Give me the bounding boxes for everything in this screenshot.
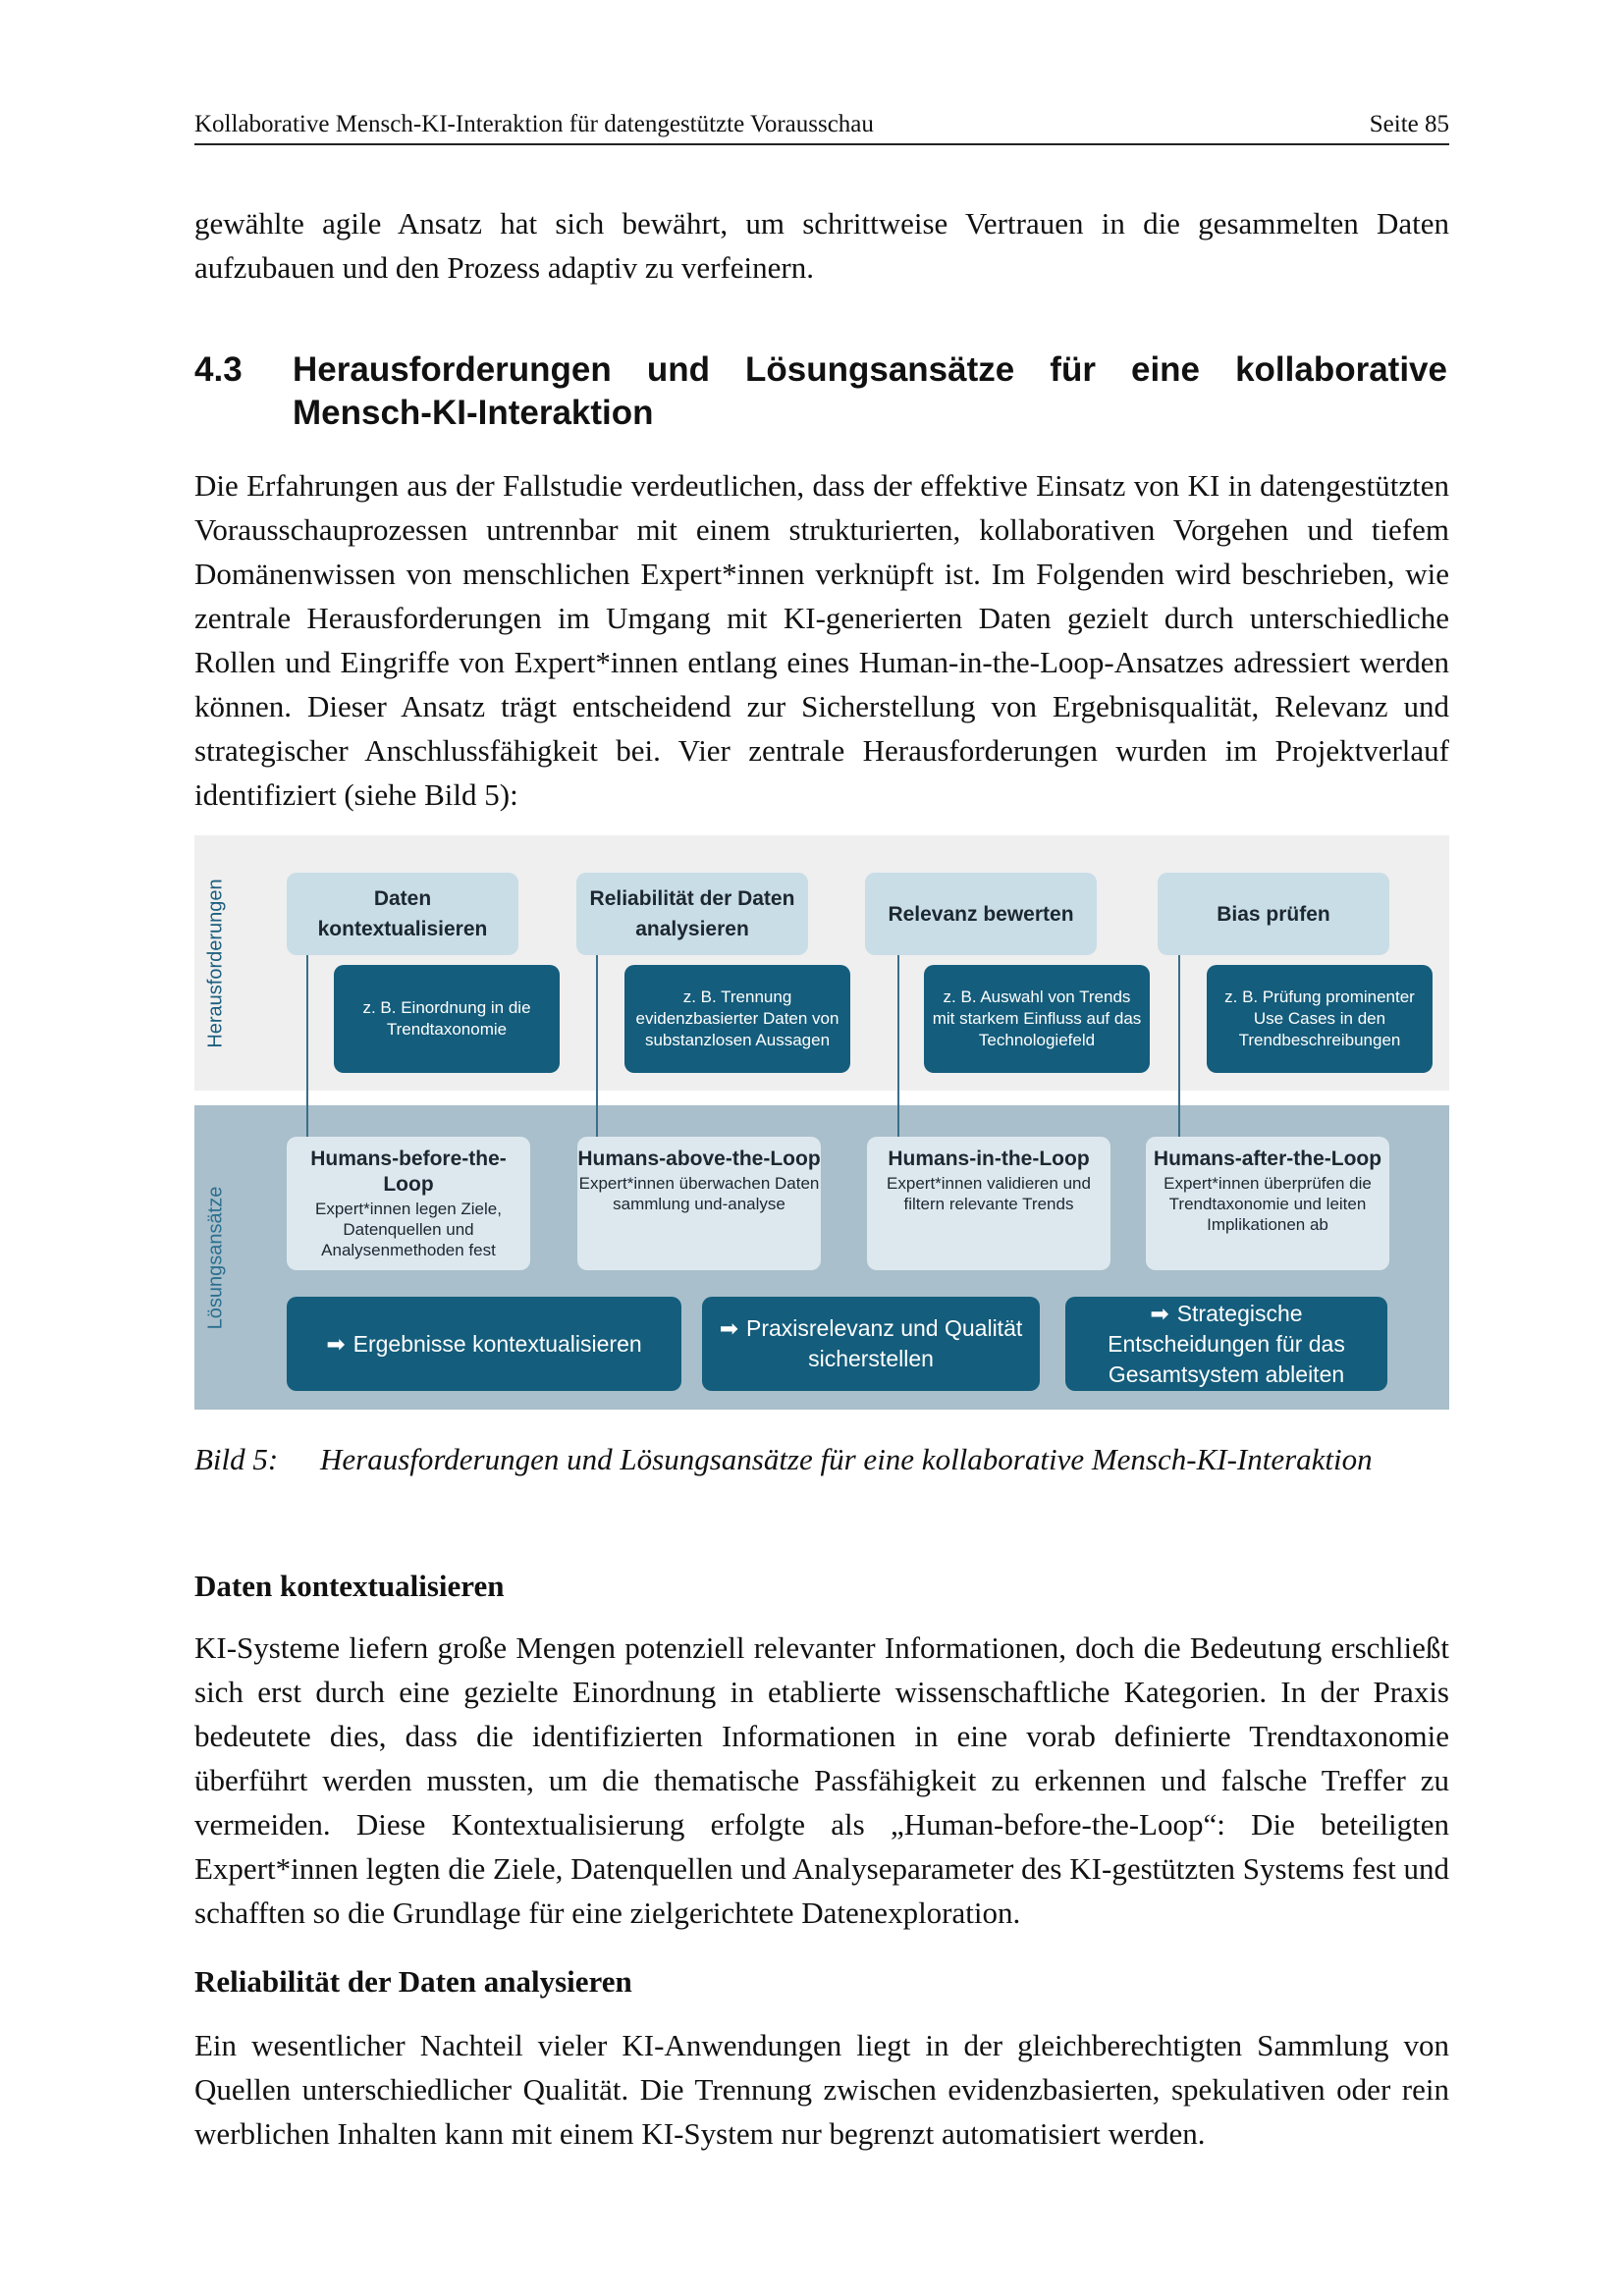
running-header [194,110,1449,145]
approach-box [867,1137,1110,1270]
caption-label: Bild 5: [194,1442,279,1476]
right-arrow-icon: ➡ [1150,1300,1169,1326]
section-paragraph: Die Erfahrungen aus der Fallstudie verdeutlichen, dass der effektive Einsatz von KI in datengestützten Vorausschauprozessen untrennbar mit einem strukturierten, kollaborativen Vorgehen und tiefem Domänenwissen von menschlichen Expert*innen verknüpft ist. Im Folgenden wird beschrieben, wie zentrale Herausforderungen im Umgang mit KI-generierten Daten gezielt durch unterschiedliche Rollen und Eingriffe von Expert*innen entlang eines Human-in-the-Loop-Ansatzes adressiert werden können. Dieser Ansatz trägt entscheidend zur Sicherstellung von Ergebnisqualität, Relevanz und strategischer Anschlussfähigkeit bei. Vier zentrale Herausforderungen wurden im Projektverlauf identifiziert (siehe Bild 5): [194,468,1449,812]
right-arrow-icon: ➡ [719,1315,738,1341]
section-number: 4.3 [194,350,243,389]
approaches-label: Lösungsansätze [204,1186,227,1329]
header-title: Kollaborative Mensch-KI-Interaktion für datengestützte Vorausschau [194,111,874,137]
example-box: z. B. Auswahl von Trends mit starkem Einfluss auf das Technologiefeld [924,965,1150,1073]
approach-box [287,1137,530,1270]
approach-box [1146,1137,1389,1270]
section-title: Herausforderungen und Lösungsansätze für eine kollaborative Mensch-KI-Interaktion [293,350,1447,432]
result-box [1065,1297,1387,1391]
example-box: z. B. Prüfung prominenter Use Cases in den Trendbeschreibungen [1207,965,1433,1073]
page-number: Seite 85 [1369,111,1449,137]
right-arrow-icon: ➡ [326,1330,346,1357]
intro-paragraph: gewählte agile Ansatz hat sich bewährt, um schrittweise Vertrauen in die gesammelten Daten aufzubauen und den Prozess adaptiv zu verfeinern. [194,206,1449,285]
challenge-box: Bias prüfen [1158,873,1389,955]
result-text: Ergebnisse kontextualisieren [352,1330,642,1357]
result-text: Strategische Entscheidungen für das Gesamtsystem ableiten [1108,1300,1345,1387]
approach-title: Humans-before-the-Loop [310,1148,507,1196]
subsection-title: Reliabilität der Daten analysieren [194,1964,632,1999]
subsection-title: Daten kontextualisieren [194,1569,505,1603]
subsection-paragraph: KI-Systeme liefern große Mengen potenziell relevanter Informationen, doch die Bedeutung erschließt sich erst durch eine gezielte Einordnung in etablierte wissenschaftliche Kategorien. In der Praxis bedeutete dies, dass die identifizierten Informationen in eine vorab definierte Trendtaxonomie überführt werden mussten, um die thematische Passfähigkeit zu erkennen und falsche Treffer zu vermeiden. Diese Kontextualisierung erfolgte als „Human-before-the-Loop“: Die beteiligten Expert*innen legten die Ziele, Datenquellen und Analyseparameter des KI-gestützten Systems fest und schafften so die Grundlage für eine zielgerichtete Datenexploration. [194,1630,1449,1930]
challenge-box: Reliabilität der Daten analysieren [576,873,808,955]
challenges-label: Herausforderungen [204,878,227,1048]
example-box: z. B. Einordnung in die Trendtaxonomie [334,965,560,1073]
approach-title: Humans-above-the-Loop [577,1148,821,1170]
approach-text: Expert*innen überwachen Daten sammlung und-analyse [578,1174,820,1213]
result-box [287,1297,681,1391]
challenge-box: Daten kontextualisieren [287,873,518,955]
approach-title: Humans-after-the-Loop [1153,1148,1382,1170]
approach-text: Expert*innen überprüfen die Trendtaxonomie und leiten Implikationen ab [1164,1174,1372,1234]
result-box [702,1297,1040,1391]
challenge-box: Relevanz bewerten [865,873,1097,955]
approach-title: Humans-in-the-Loop [888,1148,1090,1170]
approach-text: Expert*innen legen Ziele, Datenquellen und Analysenmethoden fest [315,1200,502,1259]
subsection-paragraph: Ein wesentlicher Nachteil vieler KI-Anwendungen liegt in der gleichberechtigten Sammlung von Quellen unterschiedlicher Qualität. Die Trennung zwischen evidenzbasierten, spekulativen oder rein werblichen Inhalten kann mit einem KI-System nur begrenzt automatisiert werden. [194,2028,1449,2151]
example-box: z. B. Trennung evidenzbasierter Daten von substanzlosen Aussagen [624,965,850,1073]
result-text: Praxisrelevanz und Qualität sicherstellen [746,1315,1023,1371]
figure-5 [194,835,1449,1410]
approach-text: Expert*innen validieren und filtern relevante Trends [887,1174,1091,1213]
caption-text: Herausforderungen und Lösungsansätze für eine kollaborative Mensch-KI-Interaktion [320,1442,1373,1476]
approach-box [577,1137,821,1270]
